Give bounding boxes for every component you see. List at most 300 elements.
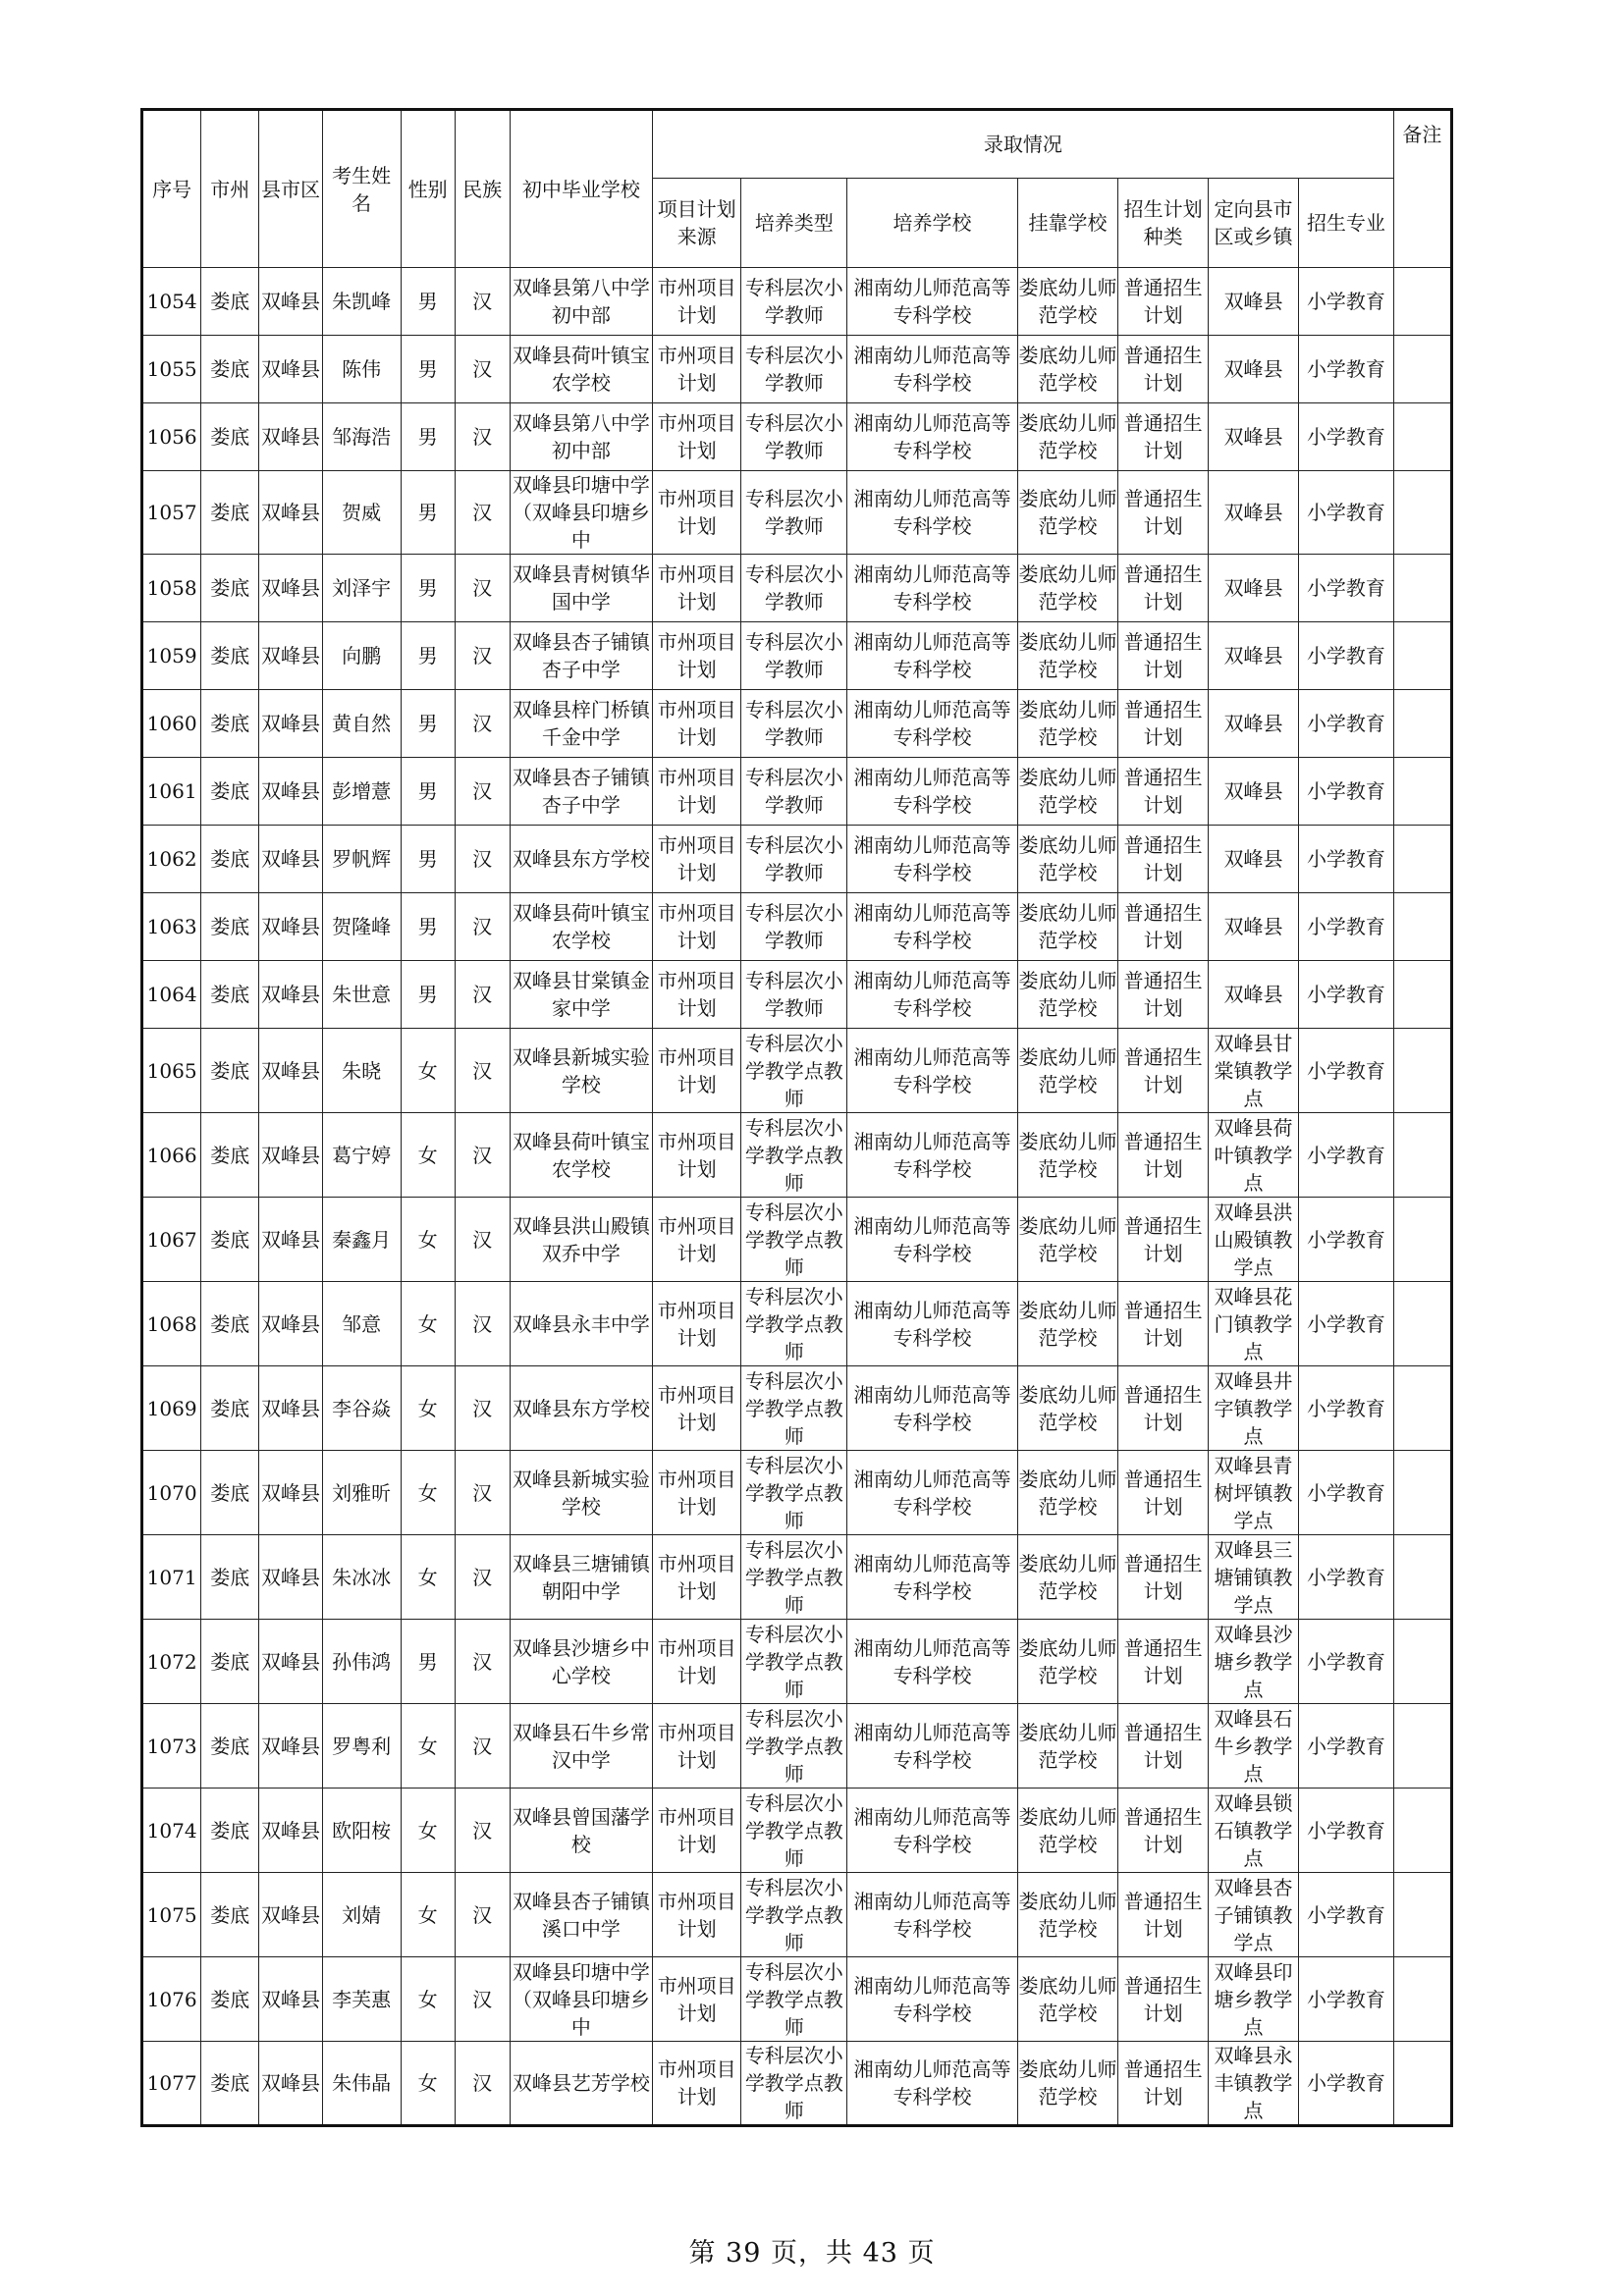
cell-plan-kind: 普通招生计划	[1118, 2042, 1208, 2126]
cell-target	[1208, 336, 1298, 403]
cell-remark	[1393, 1789, 1451, 1873]
cell-target-text: 双峰县杏子铺镇教学点	[1214, 1875, 1293, 1954]
cell-city: 娄底	[201, 403, 259, 471]
header-admission: 录取情况	[653, 110, 1394, 179]
cell-school-text: 双峰县新城实验学校	[512, 1044, 650, 1096]
cell-name: 朱世意	[322, 961, 401, 1029]
cell-train-school: 湘南幼儿师范高等专科学校	[847, 893, 1017, 961]
cell-target-text: 双峰县	[1223, 357, 1283, 381]
cell-source: 市州项目计划	[653, 471, 741, 555]
cell-major: 小学教育	[1299, 1873, 1394, 1957]
cell-train-type-text: 专科层次小学教学点教师	[744, 1115, 843, 1195]
cell-train-type	[741, 1535, 847, 1620]
cell-train-type-text: 专科层次小学教师	[744, 344, 843, 395]
cell-major: 小学教育	[1299, 690, 1394, 758]
cell-seq: 1077	[142, 2042, 201, 2126]
cell-gender: 男	[401, 403, 455, 471]
cell-school-text: 双峰县甘棠镇金家中学	[512, 969, 650, 1020]
cell-train-type	[741, 268, 847, 336]
table-row	[142, 1873, 1452, 1957]
cell-train-type	[741, 690, 847, 758]
cell-train-type	[741, 555, 847, 622]
cell-seq: 1062	[142, 826, 201, 893]
cell-ethnic: 汉	[455, 893, 510, 961]
table-row	[142, 826, 1452, 893]
cell-target	[1208, 690, 1298, 758]
cell-school-text: 双峰县东方学校	[512, 1396, 650, 1420]
cell-source: 市州项目计划	[653, 1789, 741, 1873]
cell-train-type-text: 专科层次小学教学点教师	[744, 1453, 843, 1532]
cell-target	[1208, 1029, 1298, 1113]
cell-attach-school: 娄底幼儿师范学校	[1017, 1704, 1118, 1789]
cell-major: 小学教育	[1299, 471, 1394, 555]
table-row	[142, 555, 1452, 622]
header-name: 考生姓名	[322, 110, 401, 268]
cell-name: 葛宁婷	[322, 1113, 401, 1198]
cell-remark	[1393, 1535, 1451, 1620]
cell-train-type	[741, 758, 847, 826]
cell-name: 欧阳桉	[322, 1789, 401, 1873]
cell-source: 市州项目计划	[653, 1282, 741, 1366]
table-row	[142, 1198, 1452, 1282]
cell-remark	[1393, 1957, 1451, 2042]
cell-train-school: 湘南幼儿师范高等专科学校	[847, 758, 1017, 826]
cell-major: 小学教育	[1299, 1029, 1394, 1113]
cell-school	[510, 690, 652, 758]
cell-major: 小学教育	[1299, 2042, 1394, 2126]
cell-train-school: 湘南幼儿师范高等专科学校	[847, 1113, 1017, 1198]
cell-name: 刘泽宇	[322, 555, 401, 622]
cell-source: 市州项目计划	[653, 758, 741, 826]
cell-name: 秦鑫月	[322, 1198, 401, 1282]
cell-city: 娄底	[201, 268, 259, 336]
cell-school	[510, 1113, 652, 1198]
cell-school-text: 双峰县沙塘乡中心学校	[512, 1635, 650, 1687]
cell-target	[1208, 555, 1298, 622]
cell-source: 市州项目计划	[653, 622, 741, 690]
cell-school-text: 双峰县印塘中学（双峰县印塘乡中	[512, 1959, 650, 2039]
cell-school	[510, 961, 652, 1029]
cell-seq: 1068	[142, 1282, 201, 1366]
cell-remark	[1393, 1113, 1451, 1198]
table-row	[142, 1704, 1452, 1789]
cell-plan-kind: 普通招生计划	[1118, 336, 1208, 403]
cell-school	[510, 1451, 652, 1535]
cell-train-type	[741, 1282, 847, 1366]
cell-ethnic: 汉	[455, 826, 510, 893]
cell-county: 双峰县	[259, 961, 322, 1029]
cell-school-text: 双峰县杏子铺镇杏子中学	[512, 630, 650, 681]
cell-school	[510, 1029, 652, 1113]
cell-name: 罗粤利	[322, 1704, 401, 1789]
cell-remark	[1393, 690, 1451, 758]
cell-gender: 女	[401, 1366, 455, 1451]
cell-train-school: 湘南幼儿师范高等专科学校	[847, 471, 1017, 555]
cell-ethnic: 汉	[455, 471, 510, 555]
cell-attach-school: 娄底幼儿师范学校	[1017, 2042, 1118, 2126]
cell-attach-school: 娄底幼儿师范学校	[1017, 758, 1118, 826]
cell-target	[1208, 2042, 1298, 2126]
cell-source: 市州项目计划	[653, 961, 741, 1029]
cell-train-type	[741, 893, 847, 961]
cell-school	[510, 403, 652, 471]
table-row	[142, 1113, 1452, 1198]
cell-train-type	[741, 1366, 847, 1451]
cell-attach-school: 娄底幼儿师范学校	[1017, 1198, 1118, 1282]
cell-gender: 女	[401, 1451, 455, 1535]
cell-target-text: 双峰县	[1223, 576, 1283, 600]
cell-target-text: 双峰县印塘乡教学点	[1214, 1959, 1293, 2039]
cell-target	[1208, 758, 1298, 826]
cell-gender: 男	[401, 893, 455, 961]
cell-plan-kind: 普通招生计划	[1118, 622, 1208, 690]
cell-school-text: 双峰县新城实验学校	[512, 1467, 650, 1519]
cell-gender: 女	[401, 1198, 455, 1282]
cell-train-type-text: 专科层次小学教学点教师	[744, 1368, 843, 1448]
cell-name: 朱冰冰	[322, 1535, 401, 1620]
cell-seq: 1069	[142, 1366, 201, 1451]
table-row	[142, 1029, 1452, 1113]
cell-county: 双峰县	[259, 1789, 322, 1873]
cell-plan-kind: 普通招生计划	[1118, 758, 1208, 826]
cell-train-school: 湘南幼儿师范高等专科学校	[847, 1029, 1017, 1113]
cell-train-type-text: 专科层次小学教师	[744, 901, 843, 952]
cell-school-text: 双峰县石牛乡常汉中学	[512, 1720, 650, 1772]
cell-city: 娄底	[201, 471, 259, 555]
cell-remark	[1393, 1282, 1451, 1366]
cell-school	[510, 336, 652, 403]
cell-remark	[1393, 1366, 1451, 1451]
cell-gender: 男	[401, 961, 455, 1029]
cell-seq: 1056	[142, 403, 201, 471]
cell-major: 小学教育	[1299, 1620, 1394, 1704]
table-row	[142, 471, 1452, 555]
cell-county: 双峰县	[259, 1282, 322, 1366]
cell-source: 市州项目计划	[653, 403, 741, 471]
table-row	[142, 1957, 1452, 2042]
cell-gender: 男	[401, 758, 455, 826]
cell-county: 双峰县	[259, 826, 322, 893]
cell-city: 娄底	[201, 893, 259, 961]
cell-remark	[1393, 555, 1451, 622]
cell-source: 市州项目计划	[653, 1704, 741, 1789]
cell-plan-kind: 普通招生计划	[1118, 1789, 1208, 1873]
cell-seq: 1061	[142, 758, 201, 826]
cell-county: 双峰县	[259, 622, 322, 690]
cell-target	[1208, 1620, 1298, 1704]
cell-school	[510, 1535, 652, 1620]
cell-target-text: 双峰县	[1223, 425, 1283, 449]
cell-remark	[1393, 622, 1451, 690]
cell-source: 市州项目计划	[653, 1620, 741, 1704]
cell-remark	[1393, 893, 1451, 961]
cell-ethnic: 汉	[455, 1113, 510, 1198]
cell-train-type-text: 专科层次小学教师	[744, 562, 843, 614]
header-attach-school: 挂靠学校	[1017, 179, 1118, 268]
cell-school	[510, 471, 652, 555]
cell-attach-school: 娄底幼儿师范学校	[1017, 690, 1118, 758]
cell-target	[1208, 268, 1298, 336]
cell-train-school: 湘南幼儿师范高等专科学校	[847, 1451, 1017, 1535]
cell-train-type-text: 专科层次小学教师	[744, 698, 843, 749]
cell-remark	[1393, 471, 1451, 555]
header-county: 县市区	[259, 110, 322, 268]
cell-major: 小学教育	[1299, 403, 1394, 471]
cell-plan-kind: 普通招生计划	[1118, 826, 1208, 893]
cell-school	[510, 893, 652, 961]
cell-gender: 男	[401, 622, 455, 690]
cell-attach-school: 娄底幼儿师范学校	[1017, 1789, 1118, 1873]
cell-city: 娄底	[201, 961, 259, 1029]
cell-target-text: 双峰县	[1223, 712, 1283, 735]
cell-plan-kind: 普通招生计划	[1118, 1198, 1208, 1282]
cell-school	[510, 1620, 652, 1704]
cell-remark	[1393, 1029, 1451, 1113]
cell-school	[510, 758, 652, 826]
cell-name: 刘雅昕	[322, 1451, 401, 1535]
cell-ethnic: 汉	[455, 1029, 510, 1113]
cell-train-type-text: 专科层次小学教学点教师	[744, 1200, 843, 1279]
cell-target-text: 双峰县锁石镇教学点	[1214, 1790, 1293, 1870]
cell-school	[510, 268, 652, 336]
table-row	[142, 336, 1452, 403]
cell-target-text: 双峰县	[1223, 915, 1283, 938]
cell-city: 娄底	[201, 1704, 259, 1789]
cell-train-school: 湘南幼儿师范高等专科学校	[847, 1873, 1017, 1957]
cell-major: 小学教育	[1299, 1198, 1394, 1282]
cell-attach-school: 娄底幼儿师范学校	[1017, 555, 1118, 622]
cell-ethnic: 汉	[455, 1620, 510, 1704]
cell-county: 双峰县	[259, 1198, 322, 1282]
header-train-type: 培养类型	[741, 179, 847, 268]
cell-target	[1208, 1282, 1298, 1366]
cell-remark	[1393, 1198, 1451, 1282]
cell-city: 娄底	[201, 1451, 259, 1535]
cell-train-type	[741, 826, 847, 893]
cell-train-type-text: 专科层次小学教学点教师	[744, 1875, 843, 1954]
cell-gender: 女	[401, 1535, 455, 1620]
cell-train-type-text: 专科层次小学教学点教师	[744, 1622, 843, 1701]
table-row	[142, 758, 1452, 826]
cell-school-text: 双峰县永丰中学	[512, 1311, 650, 1336]
table-row	[142, 1620, 1452, 1704]
cell-seq: 1057	[142, 471, 201, 555]
cell-city: 娄底	[201, 1366, 259, 1451]
cell-train-type	[741, 1873, 847, 1957]
cell-name: 贺威	[322, 471, 401, 555]
cell-remark	[1393, 961, 1451, 1029]
cell-name: 李谷焱	[322, 1366, 401, 1451]
cell-plan-kind: 普通招生计划	[1118, 555, 1208, 622]
cell-city: 娄底	[201, 826, 259, 893]
cell-target-text: 双峰县永丰镇教学点	[1214, 2044, 1293, 2122]
cell-county: 双峰县	[259, 268, 322, 336]
cell-attach-school: 娄底幼儿师范学校	[1017, 1620, 1118, 1704]
cell-gender: 男	[401, 336, 455, 403]
cell-name: 陈伟	[322, 336, 401, 403]
cell-city: 娄底	[201, 1789, 259, 1873]
cell-attach-school: 娄底幼儿师范学校	[1017, 1282, 1118, 1366]
cell-school-text: 双峰县洪山殿镇双乔中学	[512, 1213, 650, 1265]
cell-gender: 男	[401, 1620, 455, 1704]
header-seq: 序号	[142, 110, 201, 268]
cell-ethnic: 汉	[455, 758, 510, 826]
cell-seq: 1058	[142, 555, 201, 622]
cell-gender: 男	[401, 826, 455, 893]
cell-city: 娄底	[201, 622, 259, 690]
cell-attach-school: 娄底幼儿师范学校	[1017, 336, 1118, 403]
cell-attach-school: 娄底幼儿师范学校	[1017, 893, 1118, 961]
cell-train-type	[741, 471, 847, 555]
cell-train-type	[741, 1789, 847, 1873]
cell-train-school: 湘南幼儿师范高等专科学校	[847, 1366, 1017, 1451]
admission-table	[140, 108, 1453, 2127]
cell-remark	[1393, 1873, 1451, 1957]
cell-target-text: 双峰县三塘铺镇教学点	[1214, 1537, 1293, 1617]
cell-attach-school: 娄底幼儿师范学校	[1017, 961, 1118, 1029]
cell-target	[1208, 961, 1298, 1029]
cell-name: 孙伟鸿	[322, 1620, 401, 1704]
cell-ethnic: 汉	[455, 1451, 510, 1535]
cell-major: 小学教育	[1299, 1451, 1394, 1535]
cell-major: 小学教育	[1299, 336, 1394, 403]
cell-train-school: 湘南幼儿师范高等专科学校	[847, 826, 1017, 893]
cell-target-text: 双峰县	[1223, 983, 1283, 1006]
table-row	[142, 893, 1452, 961]
cell-name: 朱凯峰	[322, 268, 401, 336]
cell-school-text: 双峰县东方学校	[512, 847, 650, 871]
cell-school-text: 双峰县杏子铺镇杏子中学	[512, 766, 650, 817]
cell-gender: 女	[401, 1113, 455, 1198]
table-row	[142, 961, 1452, 1029]
header-major: 招生专业	[1299, 179, 1394, 268]
cell-target	[1208, 1451, 1298, 1535]
cell-ethnic: 汉	[455, 690, 510, 758]
cell-target	[1208, 1789, 1298, 1873]
cell-plan-kind: 普通招生计划	[1118, 690, 1208, 758]
cell-train-type-text: 专科层次小学教师	[744, 833, 843, 884]
cell-remark	[1393, 268, 1451, 336]
table-row	[142, 1535, 1452, 1620]
cell-school-text: 双峰县杏子铺镇溪口中学	[512, 1889, 650, 1941]
cell-plan-kind: 普通招生计划	[1118, 1704, 1208, 1789]
cell-remark	[1393, 403, 1451, 471]
cell-major: 小学教育	[1299, 1957, 1394, 2042]
cell-attach-school: 娄底幼儿师范学校	[1017, 471, 1118, 555]
cell-ethnic: 汉	[455, 1704, 510, 1789]
cell-county: 双峰县	[259, 1873, 322, 1957]
cell-train-type	[741, 1704, 847, 1789]
cell-target	[1208, 1873, 1298, 1957]
cell-remark	[1393, 758, 1451, 826]
cell-target-text: 双峰县甘棠镇教学点	[1214, 1031, 1293, 1110]
cell-county: 双峰县	[259, 1113, 322, 1198]
cell-train-type	[741, 1113, 847, 1198]
cell-gender: 女	[401, 1704, 455, 1789]
cell-gender: 女	[401, 1957, 455, 2042]
cell-city: 娄底	[201, 1873, 259, 1957]
cell-major: 小学教育	[1299, 893, 1394, 961]
cell-ethnic: 汉	[455, 336, 510, 403]
cell-target	[1208, 1704, 1298, 1789]
header-target: 定向县市区或乡镇	[1208, 179, 1298, 268]
cell-source: 市州项目计划	[653, 1366, 741, 1451]
cell-target	[1208, 1198, 1298, 1282]
cell-county: 双峰县	[259, 2042, 322, 2126]
cell-name: 李芙惠	[322, 1957, 401, 2042]
cell-county: 双峰县	[259, 1366, 322, 1451]
cell-remark	[1393, 1451, 1451, 1535]
cell-major: 小学教育	[1299, 268, 1394, 336]
table-row	[142, 403, 1452, 471]
cell-school-text: 双峰县印塘中学（双峰县印塘乡中	[512, 473, 650, 552]
table-row	[142, 1366, 1452, 1451]
cell-major: 小学教育	[1299, 622, 1394, 690]
cell-seq: 1075	[142, 1873, 201, 1957]
cell-target-text: 双峰县	[1223, 290, 1283, 313]
cell-plan-kind: 普通招生计划	[1118, 471, 1208, 555]
header-source: 项目计划来源	[653, 179, 741, 268]
cell-attach-school: 娄底幼儿师范学校	[1017, 403, 1118, 471]
cell-train-type	[741, 961, 847, 1029]
cell-school-text: 双峰县梓门桥镇千金中学	[512, 698, 650, 749]
cell-attach-school: 娄底幼儿师范学校	[1017, 1451, 1118, 1535]
cell-school-text: 双峰县青树镇华国中学	[512, 562, 650, 614]
cell-major: 小学教育	[1299, 555, 1394, 622]
cell-city: 娄底	[201, 1535, 259, 1620]
cell-seq: 1073	[142, 1704, 201, 1789]
cell-train-type-text: 专科层次小学教学点教师	[744, 1031, 843, 1110]
table-row	[142, 1789, 1452, 1873]
cell-city: 娄底	[201, 1198, 259, 1282]
cell-seq: 1060	[142, 690, 201, 758]
cell-county: 双峰县	[259, 1620, 322, 1704]
cell-remark	[1393, 1620, 1451, 1704]
cell-major: 小学教育	[1299, 1535, 1394, 1620]
cell-name: 朱伟晶	[322, 2042, 401, 2126]
cell-target-text: 双峰县	[1223, 644, 1283, 667]
cell-county: 双峰县	[259, 1535, 322, 1620]
cell-target	[1208, 1366, 1298, 1451]
cell-target	[1208, 471, 1298, 555]
cell-major: 小学教育	[1299, 961, 1394, 1029]
cell-name: 刘婧	[322, 1873, 401, 1957]
cell-school	[510, 2042, 652, 2126]
cell-train-type	[741, 1957, 847, 2042]
cell-school-text: 双峰县曾国藩学校	[512, 1804, 650, 1856]
cell-county: 双峰县	[259, 403, 322, 471]
header-ethnic: 民族	[455, 110, 510, 268]
cell-target-text: 双峰县洪山殿镇教学点	[1214, 1200, 1293, 1279]
cell-ethnic: 汉	[455, 403, 510, 471]
cell-target-text: 双峰县井字镇教学点	[1214, 1368, 1293, 1448]
cell-ethnic: 汉	[455, 1789, 510, 1873]
cell-train-school: 湘南幼儿师范高等专科学校	[847, 1704, 1017, 1789]
cell-county: 双峰县	[259, 893, 322, 961]
cell-major: 小学教育	[1299, 1282, 1394, 1366]
cell-remark	[1393, 1704, 1451, 1789]
cell-city: 娄底	[201, 1113, 259, 1198]
cell-train-school: 湘南幼儿师范高等专科学校	[847, 555, 1017, 622]
cell-plan-kind: 普通招生计划	[1118, 1029, 1208, 1113]
header-row-1	[142, 110, 1452, 179]
cell-train-type-text: 专科层次小学教学点教师	[744, 1284, 843, 1363]
cell-train-type-text: 专科层次小学教师	[744, 411, 843, 462]
cell-county: 双峰县	[259, 1451, 322, 1535]
cell-ethnic: 汉	[455, 622, 510, 690]
cell-seq: 1071	[142, 1535, 201, 1620]
cell-ethnic: 汉	[455, 268, 510, 336]
